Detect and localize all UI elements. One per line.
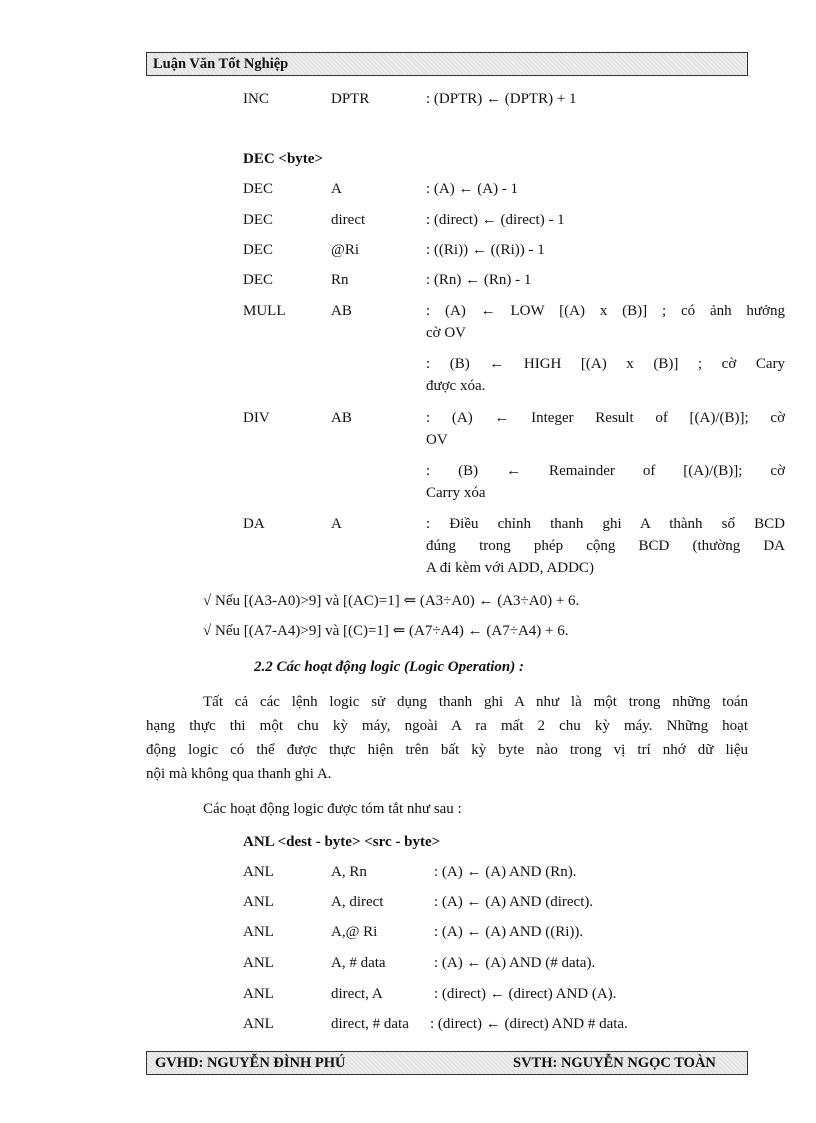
operand: @Ri bbox=[331, 242, 359, 258]
description: : (A) ← Integer Result of [(A)/(B)]; cờ OV bbox=[426, 410, 785, 448]
description: : (direct) ← (direct) AND (A). bbox=[434, 986, 617, 1002]
opcode: ANL bbox=[243, 894, 274, 910]
operand: A bbox=[331, 516, 342, 532]
description: : (B) ← HIGH [(A) x (B)] ; cờ Cary được xóa. bbox=[426, 356, 785, 394]
operand: AB bbox=[331, 303, 352, 319]
description: : (A) ← (A) AND ((Ri)). bbox=[434, 924, 584, 940]
operand: A,@ Ri bbox=[331, 924, 378, 940]
footer-advisor: GVHD: NGUYỄN ĐÌNH PHÚ bbox=[155, 1055, 346, 1071]
check-line: √ Nếu [(A3-A0)>9] và [(AC)=1] ⇐ (A3÷A0) ← (A3÷A0) + 6. bbox=[203, 593, 580, 609]
operand: A, Rn bbox=[331, 864, 367, 880]
operand: direct, # data bbox=[331, 1016, 409, 1032]
check-line: √ Nếu [(A7-A4)>9] và [(C)=1] ⇐ (A7÷A4) ← (A7÷A4) + 6. bbox=[203, 623, 569, 639]
header-title: Luận Văn Tốt Nghiệp bbox=[153, 56, 289, 72]
page-header bbox=[146, 52, 748, 76]
opcode: ANL bbox=[243, 1016, 274, 1032]
opcode: DA bbox=[243, 516, 265, 532]
description: : (A) ← (A) AND (direct). bbox=[434, 894, 594, 910]
opcode: DEC bbox=[243, 272, 273, 288]
description: : (A) ← (A) AND (# data). bbox=[434, 955, 596, 971]
operand: DPTR bbox=[331, 91, 370, 107]
operand: A, # data bbox=[331, 955, 386, 971]
description: : (A) ← (A) AND (Rn). bbox=[434, 864, 577, 880]
description: : (direct) ← (direct) - 1 bbox=[426, 212, 565, 228]
anl-heading: ANL <dest - byte> <src - byte> bbox=[243, 834, 441, 850]
operand: AB bbox=[331, 410, 352, 426]
description: : (Rn) ← (Rn) - 1 bbox=[426, 272, 532, 288]
operand: A, direct bbox=[331, 894, 384, 910]
opcode: ANL bbox=[243, 986, 274, 1002]
dec-heading: DEC <byte> bbox=[243, 151, 324, 167]
description: : (DPTR) ← (DPTR) + 1 bbox=[426, 91, 577, 107]
summary-text: Các hoạt động logic được tóm tắt như sau : bbox=[203, 801, 462, 817]
description: : ((Ri)) ← ((Ri)) - 1 bbox=[426, 242, 545, 258]
opcode: MULL bbox=[243, 303, 286, 319]
description: : (A) ← LOW [(A) x (B)] ; có ảnh hưởng cờ OV bbox=[426, 303, 785, 341]
description: : (A) ← (A) - 1 bbox=[426, 181, 519, 197]
operand: A bbox=[331, 181, 342, 197]
footer-student: SVTH: NGUYỄN NGỌC TOÀN bbox=[513, 1055, 716, 1071]
section-heading: 2.2 Các hoạt động logic (Logic Operation) : bbox=[254, 659, 524, 675]
opcode: ANL bbox=[243, 864, 274, 880]
opcode: DIV bbox=[243, 410, 270, 426]
opcode: DEC bbox=[243, 181, 273, 197]
opcode: INC bbox=[243, 91, 269, 107]
opcode: DEC bbox=[243, 242, 273, 258]
operand: direct bbox=[331, 212, 366, 228]
paragraph: Tất cả các lệnh logic sử dụng thanh ghi A như là một trong những toán hạng thực thi một chu kỳ máy, ngoài A ra mất 2 chu kỳ máy. Những hoạt động logic có thể được thực hiện trên bất kỳ byte nào trong vị trí nhớ dữ liệu nội mà không qua thanh ghi A. bbox=[146, 694, 748, 782]
description: : (B) ← Remainder of [(A)/(B)]; cờ Carry xóa bbox=[426, 463, 785, 501]
page-footer bbox=[146, 1051, 748, 1075]
opcode: DEC bbox=[243, 212, 273, 228]
operand: direct, A bbox=[331, 986, 383, 1002]
description: : Điều chỉnh thanh ghi A thành số BCD đúng trong phép cộng BCD (thường DA A đi kèm với ADD, ADDC) bbox=[426, 516, 785, 576]
opcode: ANL bbox=[243, 955, 274, 971]
operand: Rn bbox=[331, 272, 349, 288]
opcode: ANL bbox=[243, 924, 274, 940]
description: : (direct) ← (direct) AND # data. bbox=[430, 1016, 628, 1032]
